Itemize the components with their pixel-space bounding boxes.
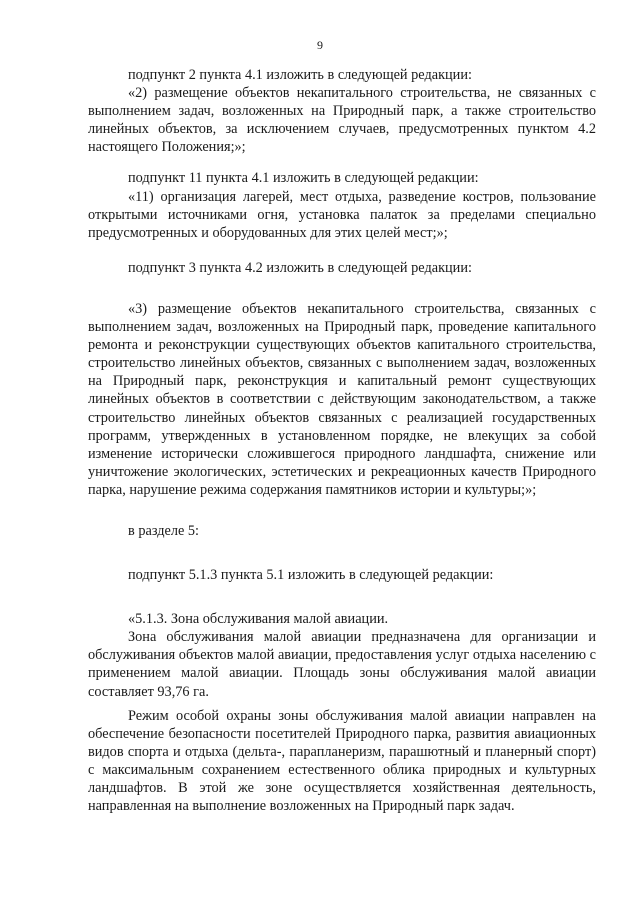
page-number: 9 [317, 38, 323, 52]
paragraph-amend-5-1-3: подпункт 5.1.3 пункта 5.1 изложить в следующей редакции: [128, 567, 494, 584]
paragraph-zone-regime: Режим особой охраны зоны обслуживания малой авиации направлен на обеспечение безопасности посетителей Природного парка, развития авиационных видов спорта и отдыха (дельта-, парапланеризм, парашютный и планерный спорт) с максимальным сохранением естественного облика природных и культурных ландшафтов. В этой же зоне осуществляется хозяйственная деятельность, направленная на выполнение возложенных на Природный парк задач. [88, 707, 596, 815]
paragraph-amend-4-1-11: подпункт 11 пункта 4.1 изложить в следующей редакции: [128, 170, 479, 187]
paragraph-amend-4-1-2: подпункт 2 пункта 4.1 изложить в следующей редакции: [128, 67, 472, 83]
document-body [88, 66, 596, 815]
paragraph-zone-purpose: Зона обслуживания малой авиации предназначена для организации и обслуживания объектов малой авиации, предоставления услуг отдыха населению с применением малой авиации. Площадь зоны обслуживания малой авиации составляет 93,76 га. [88, 629, 596, 700]
paragraph-zone-heading: «5.1.3. Зона обслуживания малой авиации. [128, 611, 389, 628]
paragraph-amend-4-2-3: подпункт 3 пункта 4.2 изложить в следующей редакции: [128, 259, 472, 276]
paragraph-item-2-text: «2) размещение объектов некапитального строительства, не связанных с выполнением задач, возложенных на Природный парк, а также строительство линейных объектов, за исключением случаев, предусмотренных пунктом 4.2 настоящего Положения;»; [88, 85, 596, 156]
paragraph-section-5: в разделе 5: [128, 522, 200, 539]
paragraph-item-11-text: «11) организация лагерей, мест отдыха, разведение костров, пользование открытыми источниками огня, установка палаток за пределами специально предусмотренных и оборудованных для этих целей мест;»; [88, 188, 596, 241]
paragraph-item-3-text: «3) размещение объектов некапитального строительства, связанных с выполнением задач, возложенных на Природный парк, проведение капитального ремонта и реконструкции существующих объектов капитального строительства, строительство линейных объектов, связанных с выполнением задач, возложенных на Природный парк, реконструкция и капитальный ремонт существующих линейных объектов в соответствии с действующим законодательством, а также строительство линейных объектов связанных с реализацией государственных программ, утвержденных в установленном порядке, не влекущих за собой изменение исторически сложившегося природного ландшафта, снижение или уничтожение экологических, эстетических и рекреационных качеств Природного парка, нарушение режима содержания памятников истории и культуры;»; [88, 300, 596, 498]
